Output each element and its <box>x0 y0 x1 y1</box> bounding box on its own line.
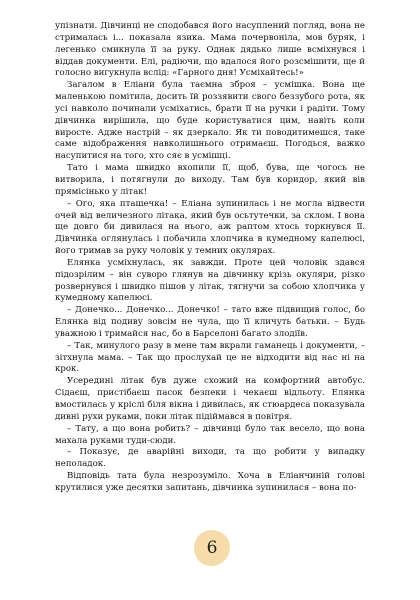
paragraph: Елянка усміхнулась, як завжди. Проте цей чоловік здався підозрілим – він суворо глянув на дівчинку крізь окуляри, різко розвернувся і швидко пішов у літак, тягнучи за собою хлопчика у кумедному капелюсі. <box>55 257 365 304</box>
paragraph: – Показує, де аварійні виходи, та що робити у випадку неполадок. <box>55 447 365 470</box>
paragraph: – Тату, а що вона робить? – дівчинці було так весело, що вона махала руками туди-сюди. <box>55 423 365 446</box>
paragraph: Усередині літак був дуже схожий на комфортний автобус. Сідаєш, пристібаєш пасок безпеки і чекаєш відльоту. Елянка вмостилась у кріслі біля вікна і дивилась, як стюардеса показувала дивні рухи руками, поки літак підіймався в повітря. <box>55 376 365 422</box>
body-text <box>55 21 365 495</box>
paragraph: Загалом в Еліани була таємна зброя – усмішка. Вона ще маленькою помітила, досить їй роззявити свого беззубого рота, як усі навколо починали усміхатись, брати її на ручки і радіти. Тому дівчинка вирішила, що буде користуватися цим, навіть коли виросте. Адже настрій – як дзеркало. Як ти поводитимешся, таке саме відображення навколишнього отримаєш. Погодься, важко насупитися на того, хто сяє в усмішці. <box>55 80 365 162</box>
paragraph: Тато і мама швидко вхопили її, щоб, бува, ще чогось не витворила, і потягнули до виходу. Там був коридор, який вів прямісінько у літак! <box>55 163 365 197</box>
paragraph: – Ого, яка пташечка! – Еліана зупинилась і не могла відвести очей від величезного літака, який був осьтутечки, за склом. І вона ще довго би дивилася на нього, аж раптом хтось торкнувся її. Дівчинка оглянулась і побачила хлопчика в кумедному капелюсі, його тримав за руку чоловік у темних окулярах. <box>55 198 365 257</box>
paragraph: – Донечко... Донечко... Донечко! – тато вже підвищив голос, бо Елянка від подиву зовсім не чула, що її кличуть батьки. – Будь уважною і тримайся нас, бо в Барселоні багато злодіїв. <box>55 305 365 339</box>
paragraph: упізнати. Дівчинці не сподобався його насуплений погляд, вона не стрималась і... показала язика. Мама почервоніла, мов буряк, і легенько смикнула її за руку. Однак дядько лише всміхнувся і віддав документи. Елі, радіючи, що вдалося його розсмішити, ще й голосно вигукнула вслід: «Гарного дня! Усміхайтесь!» <box>55 21 365 79</box>
paragraph: – Так, минулого разу в мене там вкрали гаманець і документи, – зітхнула мама. – Так що прослухай це не відходити від нас ні на крок. <box>55 340 365 375</box>
page-number-badge <box>194 530 230 566</box>
paragraph: Відповідь тата була незрозуміло. Хоча в Еліанчиній голові крутилися уже десятки запитань, дівчинка зупинилася – вона по- <box>55 471 365 493</box>
page-number: 6 <box>206 538 218 558</box>
